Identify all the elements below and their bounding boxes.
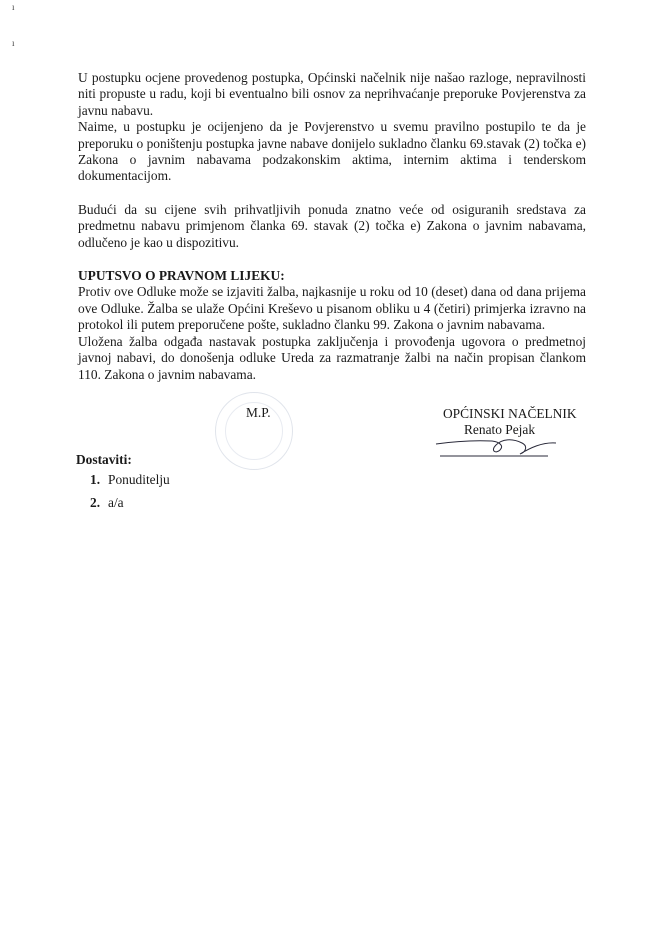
- list-item-text: a/a: [108, 495, 124, 510]
- list-item-number: 1.: [90, 472, 101, 487]
- distribution-heading: Dostaviti:: [76, 452, 132, 467]
- margin-mark-second: ı: [12, 38, 15, 48]
- official-stamp: [215, 392, 293, 470]
- signatory-title: OPĆINSKI NAČELNIK: [443, 406, 577, 421]
- signatory-name: Renato Pejak: [464, 422, 536, 437]
- list-item-number: 2.: [90, 495, 101, 510]
- list-item: [90, 491, 170, 514]
- legal-remedy-heading: UPUTSVO O PRAVNOM LIJEKU:: [78, 268, 285, 284]
- handwritten-signature: [430, 434, 580, 460]
- list-item-text: Ponuditelju: [108, 472, 170, 487]
- distribution-list: [90, 468, 170, 514]
- list-item: [90, 468, 170, 491]
- margin-mark-top: ı: [12, 2, 15, 12]
- paragraph-decision: Budući da su cijene svih prihvatljivih ponuda znatno veće od osiguranih sredstava za predmetnu nabavu primjenom članka 69. stavak (2) točka e) Zakona o javnim nabavama, odlučeno je kao u dispozitivu.: [78, 201, 586, 250]
- paragraph-commission: Naime, u postupku je ocijenjeno da je Povjerenstvo u svemu pravilno postupilo te da je preporuku o poništenju postupka javne nabave donijelo sukladno članku 69.stavak (2) točka e) Zakona o javnim nabavama podzakonskim aktima, internim aktima i tenderskom dokumentacijom.: [78, 119, 586, 184]
- paragraph-appeal: Protiv ove Odluke može se izjaviti žalba, najkasnije u roku od 10 (deset) dana od dana prijema ove Odluke. Žalba se ulaže Općini Kreševo u pisanom obliku u 4 (četiri) primjerka izravno na protokol ili putem preporučene pošte, sukladno članku 99. Zakona o javnim nabavama.: [78, 284, 586, 333]
- paragraph-appeal-effect: Uložena žalba odgađa nastavak postupka zaključenja i provođenja ugovora o predmetnoj javnoj nabavi, do donošenja odluke Ureda za razmatranje žalbi na način propisan člankom 110. Zakona o javnim nabavama.: [78, 333, 586, 382]
- paragraph-review: U postupku ocjene provedenog postupka, Općinski načelnik nije našao razloge, nepravilnosti niti propuste u radu, koji bi eventualno bili osnov za neprihvaćanje preporuke Povjerenstva za javnu nabavu.: [78, 70, 586, 118]
- stamp-label: M.P.: [246, 405, 271, 420]
- document-body: [78, 70, 586, 383]
